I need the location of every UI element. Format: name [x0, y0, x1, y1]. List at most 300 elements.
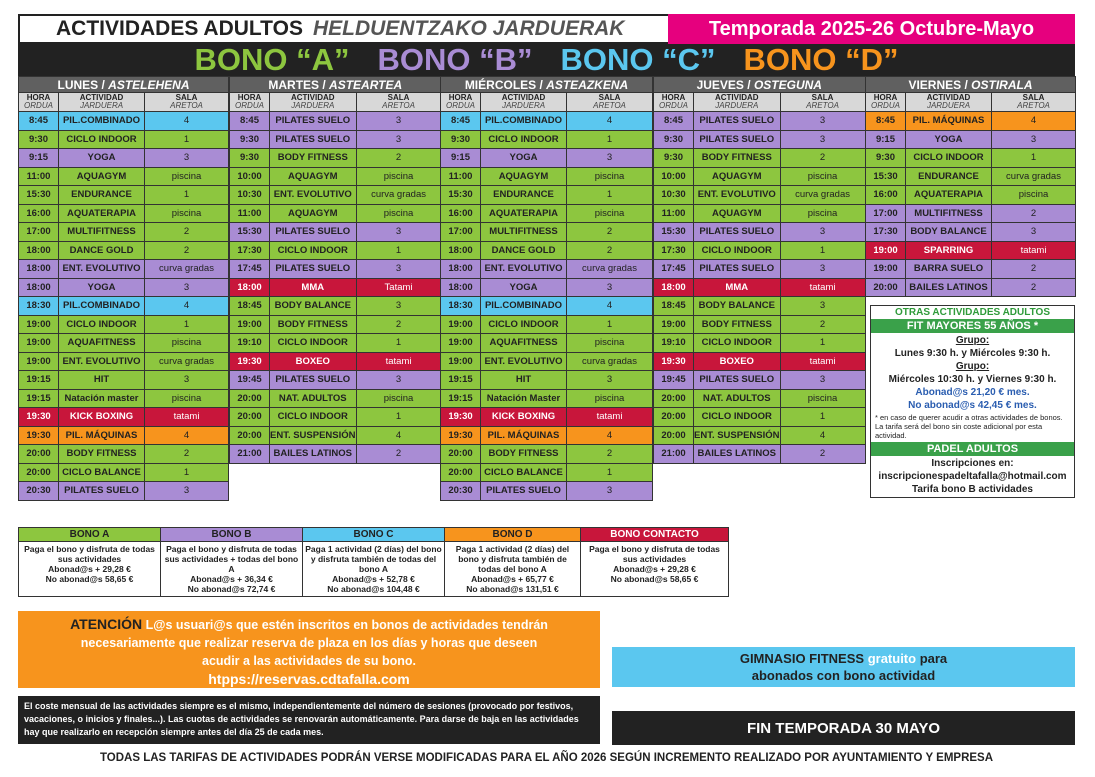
day-name-separator: / — [319, 77, 330, 92]
cell-sala: 3 — [567, 371, 653, 390]
cell-sala: 1 — [780, 334, 865, 353]
schedule-row — [866, 204, 1076, 223]
bono-c-details — [303, 542, 445, 597]
cell-sala: 4 — [145, 112, 229, 131]
cell-hora: 21:00 — [230, 445, 270, 464]
col-header-label: ACTIVIDAD — [501, 93, 546, 102]
cell-sala: 1 — [780, 241, 865, 260]
day-header — [230, 77, 442, 93]
cell-hora: 20:00 — [441, 463, 481, 482]
schedule-row — [654, 167, 866, 186]
cell-actividad: Natación master — [59, 389, 145, 408]
schedule-row — [230, 315, 442, 334]
cell-actividad: YOGA — [481, 149, 567, 168]
reservas-link[interactable]: htpps://reservas.cdtafalla.com — [208, 671, 410, 687]
cell-hora: 20:00 — [230, 389, 270, 408]
cell-actividad: BODY BALANCE — [694, 297, 781, 316]
cell-actividad: PIL.COMBINADO — [481, 112, 567, 131]
cell-actividad: AQUAFITNESS — [481, 334, 567, 353]
cell-hora: 18:00 — [19, 241, 59, 260]
col-header-label-eu: JARDUERA — [715, 101, 759, 110]
bono-desc: Paga 1 actividad (2 días) del bono y disfruta también de todas del bono A — [305, 544, 442, 574]
cell-sala: piscina — [567, 167, 653, 186]
grupo1-label: Grupo: — [955, 335, 990, 346]
cell-sala: tatami — [145, 408, 229, 427]
cell-hora: 19:00 — [441, 334, 481, 353]
cell-sala: 2 — [567, 241, 653, 260]
cell-sala: 3 — [992, 130, 1076, 149]
cell-actividad: Natación Master — [481, 389, 567, 408]
gym-t1: GIMNASIO FITNESS — [739, 651, 865, 666]
col-header-label: SALA — [175, 93, 198, 102]
grupo2-label: Grupo: — [955, 361, 990, 372]
schedule-row — [654, 426, 866, 445]
fit-no-abonados-price: No abonad@s 42,45 € mes. — [908, 400, 1037, 411]
cell-actividad: ENT. EVOLUTIVO — [694, 186, 781, 205]
cell-actividad: BODY FITNESS — [694, 315, 781, 334]
cell-actividad: YOGA — [481, 278, 567, 297]
cell-hora: 11:00 — [654, 204, 694, 223]
title-eu: HELDUENTZAKO JARDUERAK — [312, 17, 625, 40]
coste-note: El coste mensual de las actividades siempre es el mismo, independientemente del número de sesiones (provocado por festivos, vacaciones, o inicios y finales...). Las cuotas de actividades se renovarán automáticamente. Para darse de baja en las actividades hay que realizarlo en recepción siempre antes del día 25 de cada mes. — [18, 696, 600, 744]
schedule-row — [654, 371, 866, 390]
col-header-label: HORA — [26, 93, 51, 102]
cell-actividad: PIL. MÁQUINAS — [59, 426, 145, 445]
bono-abonados: Abonad@s + 65,77 € — [471, 574, 554, 584]
day-name-separator: / — [536, 77, 547, 92]
cell-actividad: NAT. ADULTOS — [270, 389, 357, 408]
cell-hora: 9:30 — [654, 130, 694, 149]
cell-sala: 2 — [992, 260, 1076, 279]
cell-sala: 2 — [567, 445, 653, 464]
cell-hora: 19:30 — [19, 408, 59, 427]
cell-actividad: YOGA — [906, 130, 992, 149]
cell-actividad: MULTIFITNESS — [59, 223, 145, 242]
cell-hora: 19:15 — [19, 371, 59, 390]
cell-hora: 19:45 — [654, 371, 694, 390]
cell-actividad: AQUAGYM — [694, 204, 781, 223]
cell-sala: 1 — [567, 463, 653, 482]
cell-actividad: AQUAFITNESS — [59, 334, 145, 353]
schedule-row — [441, 241, 653, 260]
cell-hora: 20:30 — [441, 482, 481, 501]
cell-actividad: DANCE GOLD — [59, 241, 145, 260]
cell-actividad: ENT. EVOLUTIVO — [481, 352, 567, 371]
cell-hora: 18:00 — [19, 278, 59, 297]
schedule-row — [441, 278, 653, 297]
fit-mayores-title: FIT MAYORES 55 AÑOS * — [871, 319, 1074, 333]
cell-sala: 4 — [567, 112, 653, 131]
cell-sala: 2 — [780, 149, 865, 168]
cell-sala: 4 — [567, 426, 653, 445]
cell-hora: 21:00 — [654, 445, 694, 464]
schedule-row — [654, 130, 866, 149]
cell-hora: 19:30 — [19, 426, 59, 445]
day-schedule-3 — [440, 76, 653, 501]
cell-hora: 18:30 — [441, 297, 481, 316]
schedule-row — [654, 445, 866, 464]
cell-actividad: CICLO INDOOR — [59, 130, 145, 149]
cell-hora: 15:30 — [866, 167, 906, 186]
cell-sala: 3 — [780, 260, 865, 279]
cell-hora: 18:00 — [441, 241, 481, 260]
cell-actividad: CICLO INDOOR — [694, 408, 781, 427]
cell-actividad: CICLO INDOOR — [481, 130, 567, 149]
cell-actividad: BODY FITNESS — [59, 445, 145, 464]
cell-actividad: CICLO INDOOR — [59, 315, 145, 334]
schedule-row — [866, 260, 1076, 279]
cell-actividad: MMA — [694, 278, 781, 297]
cell-sala: piscina — [356, 167, 441, 186]
cell-actividad: PILATES SUELO — [270, 371, 357, 390]
day-name-eu: ASTEARTEA — [329, 77, 403, 92]
cell-sala: piscina — [356, 204, 441, 223]
schedule-row — [441, 408, 653, 427]
col-header-label-eu: ORDUA — [235, 101, 264, 110]
bono-contacto-header: BONO CONTACTO — [581, 528, 729, 542]
cell-hora: 20:00 — [19, 463, 59, 482]
gimnasio-box — [612, 647, 1075, 687]
cell-sala: 1 — [356, 334, 441, 353]
col-header-label: HORA — [661, 93, 686, 102]
cell-sala: 2 — [145, 223, 229, 242]
cell-actividad: BODY FITNESS — [270, 315, 357, 334]
cell-hora: 17:45 — [230, 260, 270, 279]
cell-sala: piscina — [567, 389, 653, 408]
fin-temporada: FIN TEMPORADA 30 MAYO — [612, 711, 1075, 745]
cell-actividad: AQUAGYM — [481, 167, 567, 186]
schedule-row — [19, 352, 229, 371]
cell-sala: 1 — [145, 315, 229, 334]
schedule-row — [19, 130, 229, 149]
cell-sala: curva gradas — [356, 186, 441, 205]
bono-desc: Paga 1 actividad (2 días) del bono y disfruta también de todas del bono A — [455, 544, 570, 574]
cell-hora: 19:10 — [230, 334, 270, 353]
cell-actividad: MULTIFITNESS — [481, 223, 567, 242]
col-header-label-eu: ORDUA — [871, 101, 900, 110]
cell-sala: 2 — [356, 149, 441, 168]
cell-hora: 20:00 — [654, 408, 694, 427]
col-header-actividad — [270, 93, 357, 112]
padel-inscripciones: Inscripciones en: — [931, 458, 1014, 469]
schedule-row — [654, 334, 866, 353]
bono-abonados: Abonad@s + 36,34 € — [190, 574, 273, 584]
schedule-row — [441, 167, 653, 186]
cell-sala: 3 — [780, 297, 865, 316]
cell-actividad: CICLO BALANCE — [59, 463, 145, 482]
cell-actividad: BAILES LATINOS — [694, 445, 781, 464]
schedule-row — [654, 204, 866, 223]
cell-sala: piscina — [992, 186, 1076, 205]
cell-sala: curva gradas — [992, 167, 1076, 186]
cell-sala: piscina — [145, 334, 229, 353]
cell-sala: 3 — [145, 482, 229, 501]
col-header-label: HORA — [448, 93, 473, 102]
cell-sala: 3 — [145, 371, 229, 390]
cell-sala: 1 — [356, 241, 441, 260]
schedule-row — [19, 371, 229, 390]
cell-sala: tatami — [992, 241, 1076, 260]
cell-hora: 11:00 — [19, 167, 59, 186]
schedule-row — [19, 149, 229, 168]
col-header-label-eu: JARDUERA — [79, 101, 124, 110]
cell-hora: 17:00 — [441, 223, 481, 242]
schedule-row — [866, 167, 1076, 186]
col-header-label: SALA — [387, 93, 410, 102]
cell-hora: 20:00 — [230, 408, 270, 427]
bono-desc: Paga el bono y disfruta de todas sus actividades — [589, 544, 720, 564]
cell-sala: piscina — [780, 167, 865, 186]
day-header — [19, 77, 229, 93]
schedule-row — [441, 352, 653, 371]
cell-sala: 4 — [992, 112, 1076, 131]
col-header-label-eu: ORDUA — [659, 101, 688, 110]
season-banner: Temporada 2025-26 Octubre-Mayo — [668, 14, 1075, 44]
schedule-row — [19, 334, 229, 353]
cell-hora: 11:00 — [441, 167, 481, 186]
col-header-label-eu: ARETOA — [170, 101, 203, 110]
cell-hora: 19:00 — [19, 334, 59, 353]
cell-sala: 3 — [780, 130, 865, 149]
cell-sala: 3 — [356, 223, 441, 242]
cell-hora: 19:00 — [441, 352, 481, 371]
padel-email[interactable]: inscripcionespadeltafalla@hotmail.com — [878, 471, 1067, 482]
cell-actividad: PILATES SUELO — [270, 260, 357, 279]
bono-a-label: BONO “A” — [194, 42, 350, 77]
schedule-row — [19, 297, 229, 316]
col-header-sala — [145, 93, 229, 112]
schedule-row — [866, 278, 1076, 297]
schedule-row — [654, 389, 866, 408]
schedule-row — [230, 408, 442, 427]
cell-actividad: AQUATERAPIA — [906, 186, 992, 205]
cell-sala: 2 — [356, 315, 441, 334]
schedule-row — [230, 334, 442, 353]
schedule-row — [19, 482, 229, 501]
day-header — [654, 77, 866, 93]
cell-hora: 8:45 — [654, 112, 694, 131]
cell-hora: 8:45 — [866, 112, 906, 131]
col-header-hora — [654, 93, 694, 112]
col-header-label-eu: ARETOA — [806, 101, 839, 110]
bono-desc: Paga el bono y disfruta de todas sus actividades — [24, 544, 155, 564]
schedule-row — [19, 241, 229, 260]
day-name: MARTES — [268, 77, 320, 92]
schedule-row — [866, 130, 1076, 149]
cell-sala: 3 — [145, 278, 229, 297]
col-header-label-eu: JARDUERA — [926, 101, 971, 110]
bonos-pricing-table — [18, 527, 729, 597]
cell-sala: 2 — [992, 278, 1076, 297]
schedule-row — [866, 149, 1076, 168]
cell-hora: 18:30 — [19, 297, 59, 316]
cell-sala: tatami — [356, 352, 441, 371]
cell-actividad: PILATES SUELO — [694, 223, 781, 242]
cell-sala: 1 — [567, 130, 653, 149]
col-header-sala — [356, 93, 441, 112]
schedule-row — [654, 260, 866, 279]
cell-sala: 1 — [992, 149, 1076, 168]
cell-hora: 19:00 — [230, 315, 270, 334]
cell-hora: 15:30 — [441, 186, 481, 205]
col-header-label: SALA — [598, 93, 621, 102]
cell-sala: 3 — [356, 260, 441, 279]
schedule-row — [230, 223, 442, 242]
cell-actividad: ENT. SUSPENSIÓN — [270, 426, 357, 445]
schedule-row — [654, 149, 866, 168]
cell-actividad: CICLO INDOOR — [270, 408, 357, 427]
cell-sala: curva gradas — [567, 260, 653, 279]
schedule-row — [19, 186, 229, 205]
cell-hora: 9:15 — [19, 149, 59, 168]
schedule-row — [866, 112, 1076, 131]
cell-hora: 17:00 — [19, 223, 59, 242]
bono-no-abonados: No abonad@s 104,48 € — [327, 584, 420, 594]
cell-actividad: BAILES LATINOS — [906, 278, 992, 297]
cell-hora: 16:00 — [19, 204, 59, 223]
schedule-row — [654, 278, 866, 297]
cell-actividad: PILATES SUELO — [694, 371, 781, 390]
cell-hora: 15:30 — [19, 186, 59, 205]
cell-actividad: AQUATERAPIA — [59, 204, 145, 223]
cell-actividad: CICLO INDOOR — [906, 149, 992, 168]
cell-actividad: BODY FITNESS — [694, 149, 781, 168]
cell-hora: 10:30 — [654, 186, 694, 205]
gym-t3: para — [919, 651, 948, 666]
bono-no-abonados: No abonad@s 72,74 € — [187, 584, 276, 594]
cell-hora: 19:00 — [19, 352, 59, 371]
schedule-row — [230, 352, 442, 371]
schedule-row — [866, 223, 1076, 242]
schedule-row — [654, 315, 866, 334]
cell-sala: 2 — [780, 315, 865, 334]
bono-d-label: BONO “D” — [743, 42, 899, 77]
cell-actividad: BOXEO — [694, 352, 781, 371]
col-header-label-eu: JARDUERA — [291, 101, 335, 110]
bono-desc: Paga el bono y disfruta de todas sus actividades + todas del bono A — [164, 544, 299, 574]
cell-actividad: BODY FITNESS — [270, 149, 357, 168]
cell-hora: 18:00 — [230, 278, 270, 297]
schedule-row — [230, 278, 442, 297]
cell-sala: curva gradas — [780, 186, 865, 205]
cell-hora: 18:00 — [19, 260, 59, 279]
cell-hora: 20:00 — [19, 445, 59, 464]
schedule-row — [19, 167, 229, 186]
cell-actividad: CICLO INDOOR — [270, 334, 357, 353]
cell-hora: 8:45 — [230, 112, 270, 131]
schedule-row — [654, 297, 866, 316]
day-header — [441, 77, 653, 93]
schedule-row — [19, 389, 229, 408]
cell-hora: 18:00 — [654, 278, 694, 297]
cell-hora: 9:30 — [230, 149, 270, 168]
cell-sala: piscina — [780, 389, 865, 408]
schedule-row — [19, 278, 229, 297]
cell-sala: curva gradas — [145, 352, 229, 371]
cell-actividad: PILATES SUELO — [270, 112, 357, 131]
day-name-eu: OSTIRALA — [971, 77, 1033, 92]
day-schedule-1 — [18, 76, 229, 501]
schedule-row — [441, 334, 653, 353]
cell-hora: 18:45 — [230, 297, 270, 316]
footer-note: TODAS LAS TARIFAS DE ACTIVIDADES PODRÁN VERSE MODIFICADAS PARA EL AÑO 2026 SEGÚN INCREMENTO REALIZADO POR AYUNTAMIENTO Y EMPRESA — [99, 752, 994, 764]
cell-sala: 3 — [356, 371, 441, 390]
day-name-separator: / — [743, 77, 754, 92]
col-header-sala — [567, 93, 653, 112]
cell-sala: piscina — [145, 389, 229, 408]
schedule-row — [441, 112, 653, 131]
cell-actividad: AQUAGYM — [694, 167, 781, 186]
cell-sala: 3 — [780, 112, 865, 131]
col-header-actividad — [906, 93, 992, 112]
col-header-label: ACTIVIDAD — [79, 93, 124, 102]
padel-title: PADEL ADULTOS — [871, 442, 1074, 456]
schedule-row — [441, 186, 653, 205]
schedule-row — [654, 112, 866, 131]
cell-actividad: ENDURANCE — [906, 167, 992, 186]
col-header-hora — [441, 93, 481, 112]
cell-hora: 9:30 — [19, 130, 59, 149]
cell-actividad: ENDURANCE — [59, 186, 145, 205]
schedule-row — [441, 297, 653, 316]
schedule-row — [441, 315, 653, 334]
cell-actividad: PILATES SUELO — [694, 130, 781, 149]
cell-hora: 8:45 — [19, 112, 59, 131]
cell-actividad: PIL. MÁQUINAS — [481, 426, 567, 445]
day-name-separator: / — [961, 77, 972, 92]
day-schedule-4 — [653, 76, 866, 464]
cell-hora: 15:30 — [654, 223, 694, 242]
atencion-text2: necesariamente que realizar reserva de plaza en los días y horas que deseen — [80, 636, 538, 650]
day-name-eu: OSTEGUNA — [753, 77, 822, 92]
cell-hora: 17:00 — [866, 204, 906, 223]
col-header-label: ACTIVIDAD — [714, 93, 759, 102]
cell-hora: 10:00 — [654, 167, 694, 186]
gym-t2: gratuito — [867, 651, 917, 666]
day-name-eu: ASTELEHENA — [108, 77, 190, 92]
cell-sala: tatami — [780, 278, 865, 297]
cell-actividad: ENT. EVOLUTIVO — [481, 260, 567, 279]
cell-actividad: CICLO INDOOR — [694, 241, 781, 260]
bono-d-details — [445, 542, 581, 597]
atencion-text1: L@s usuari@s que estén inscritos en bonos de actividades tendrán — [142, 618, 548, 632]
atencion-label: ATENCIÓN — [70, 616, 143, 632]
schedule-row — [19, 315, 229, 334]
bono-abonados: Abonad@s + 52,78 € — [332, 574, 415, 584]
bono-contacto-details — [581, 542, 729, 597]
cell-sala: 4 — [145, 297, 229, 316]
cell-sala: 3 — [780, 371, 865, 390]
cell-hora: 19:00 — [654, 315, 694, 334]
col-header-label-eu: ARETOA — [593, 101, 626, 110]
gym-t4: abonados con bono actividad — [751, 668, 936, 683]
schedule-row — [441, 149, 653, 168]
title-es: ACTIVIDADES ADULTOS — [56, 17, 303, 40]
col-header-hora — [19, 93, 59, 112]
cell-actividad: ENT. EVOLUTIVO — [59, 260, 145, 279]
cell-actividad: PILATES SUELO — [694, 112, 781, 131]
schedule-row — [230, 112, 442, 131]
schedule-row — [19, 223, 229, 242]
cell-sala: curva gradas — [567, 352, 653, 371]
cell-hora: 19:15 — [441, 389, 481, 408]
cell-sala: 3 — [992, 223, 1076, 242]
otras-title: OTRAS ACTIVIDADES ADULTOS — [871, 306, 1074, 319]
cell-actividad: KICK BOXING — [59, 408, 145, 427]
cell-hora: 20:00 — [230, 426, 270, 445]
cell-actividad: AQUATERAPIA — [481, 204, 567, 223]
schedule-row — [654, 241, 866, 260]
